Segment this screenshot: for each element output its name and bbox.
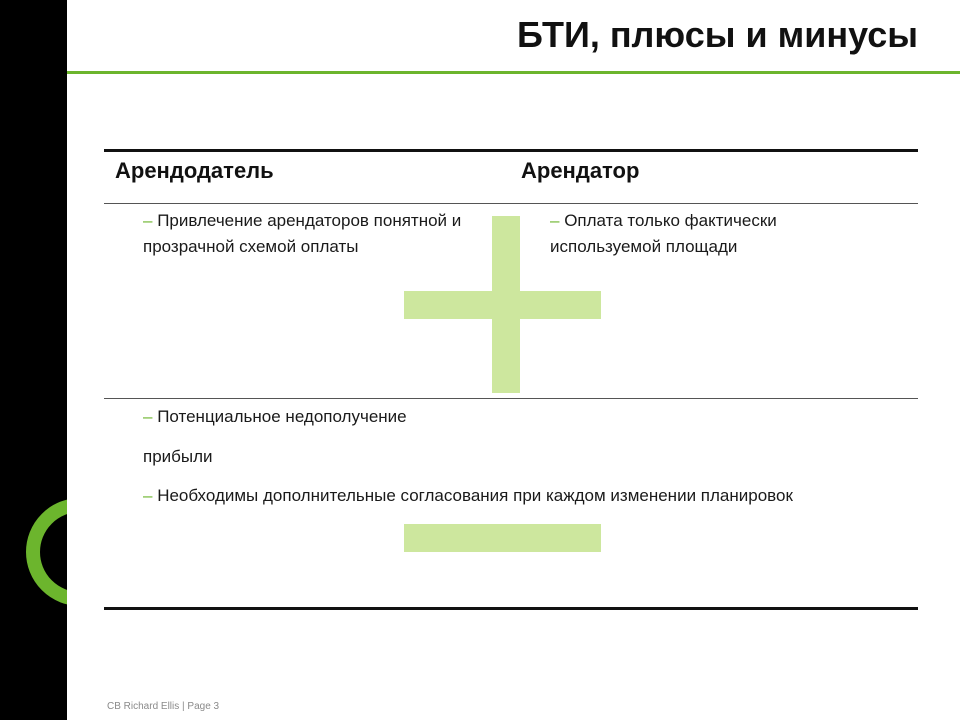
table-bottom-rule [104, 607, 918, 610]
header-landlord: Арендодатель [115, 158, 274, 183]
con-item-2-text: Необходимы дополнительные согласования при каждом изменении планировок [157, 486, 793, 505]
plus-icon-horizontal-bar [404, 291, 601, 319]
left-sidebar-bar [0, 0, 67, 720]
table-middle-rule [104, 398, 918, 399]
bullet-dash: – [143, 407, 153, 426]
brand-ring-decoration [26, 498, 67, 606]
bullet-dash: – [143, 211, 153, 230]
pro-tenant-text: Оплата только фактически используемой площади [550, 211, 777, 256]
con-item-1-continuation: прибыли [143, 447, 213, 466]
minus-icon [404, 524, 601, 552]
con-item-1 [143, 404, 407, 430]
pro-landlord-item [143, 208, 473, 260]
con-item-1-text: Потенциальное недополучение [157, 407, 407, 426]
table-top-rule [104, 149, 918, 152]
bullet-dash: – [550, 211, 560, 230]
bullet-dash: – [143, 486, 153, 505]
pro-tenant-item [550, 208, 880, 260]
footer-page-label: CB Richard Ellis | Page 3 [107, 701, 220, 712]
title-underline [67, 71, 960, 74]
con-item-2 [143, 483, 873, 509]
slide-title: БТИ, плюсы и минусы [516, 14, 918, 55]
pro-landlord-text: Привлечение арендаторов понятной и прозрачной схемой оплаты [143, 211, 462, 256]
header-tenant: Арендатор [521, 158, 640, 183]
table-header-rule [104, 203, 918, 204]
